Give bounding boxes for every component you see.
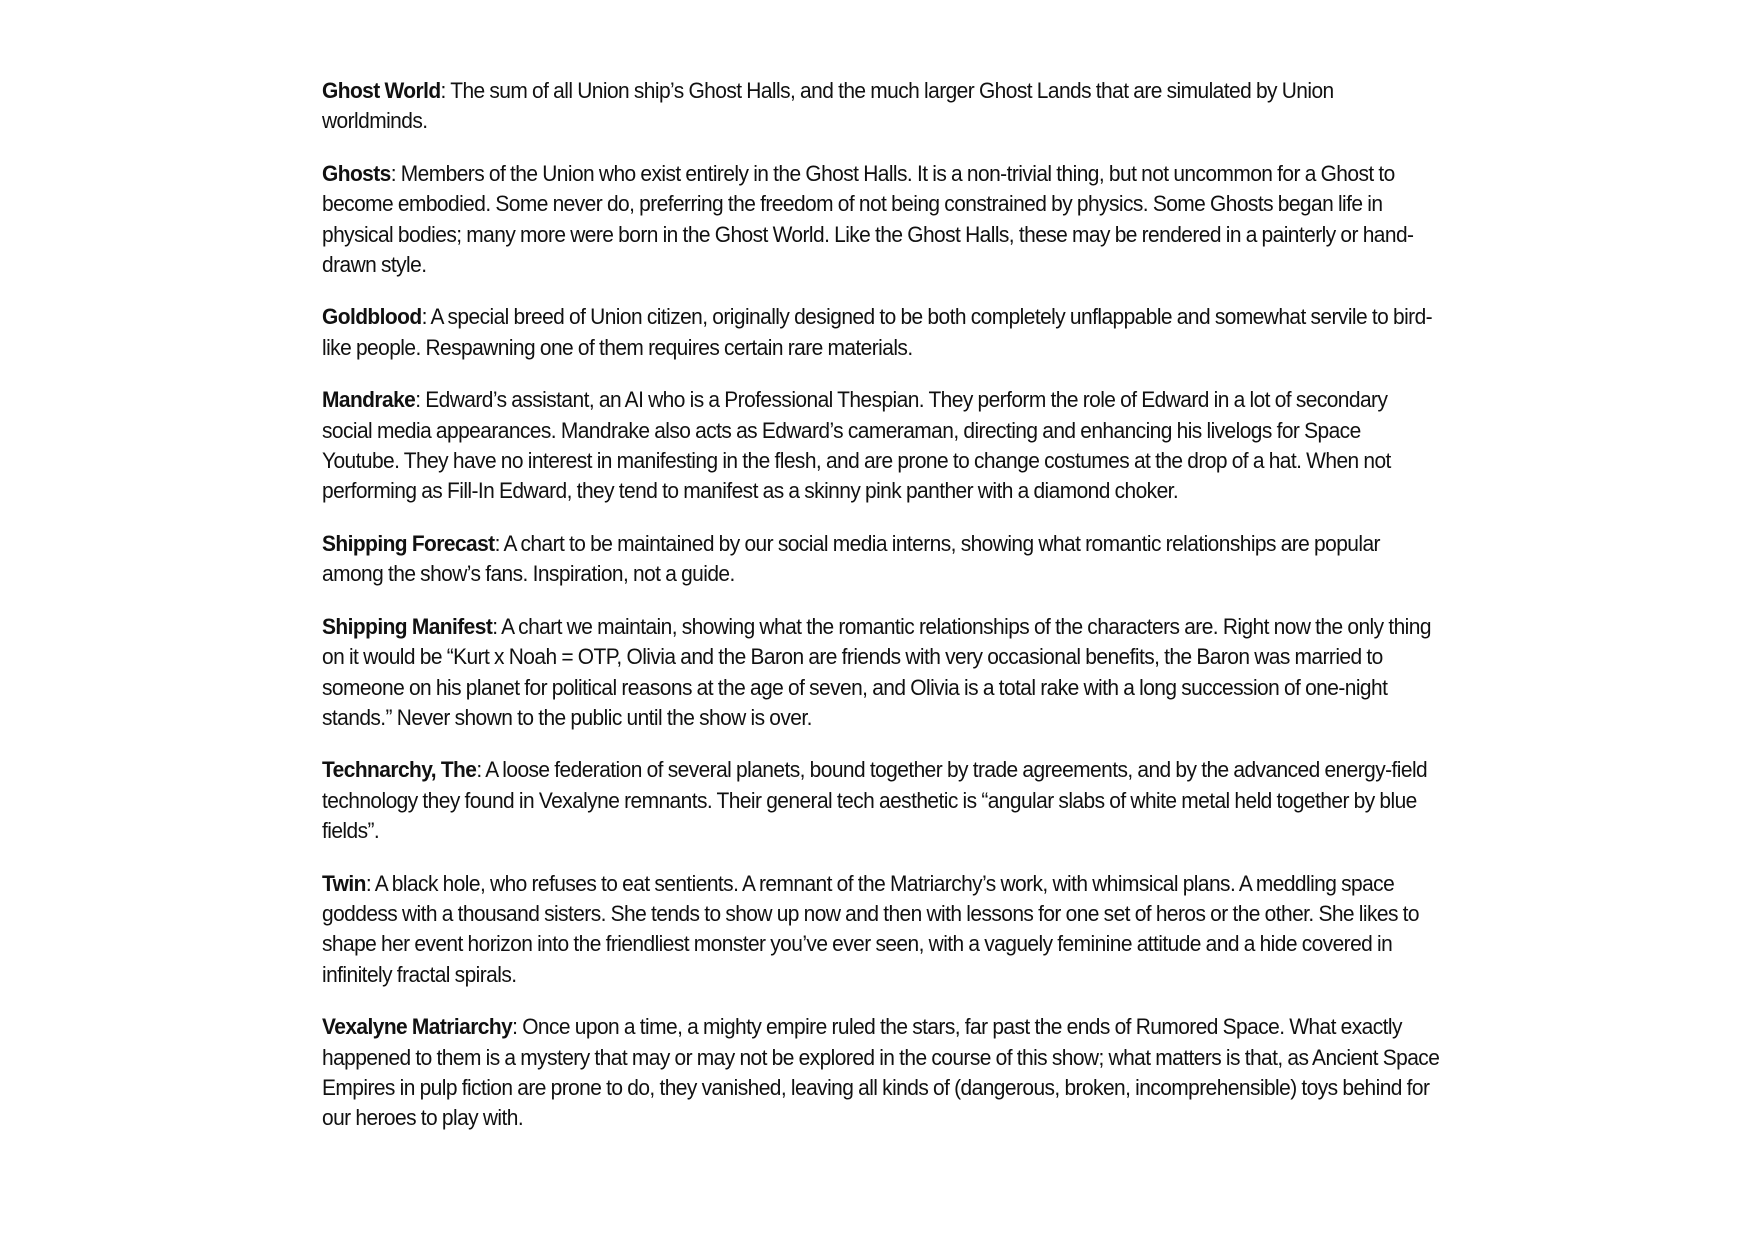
glossary-entry-twin bbox=[322, 869, 1442, 991]
glossary-entry-ghosts bbox=[322, 159, 1442, 281]
glossary-entry-mandrake bbox=[322, 385, 1442, 507]
term-goldblood: Goldblood bbox=[322, 304, 422, 330]
glossary-entry-goldblood bbox=[322, 302, 1442, 363]
definition-technarchy: : A loose federation of several planets, bound together by trade agreements, and by the advanced energy-field technology they found in Vexalyne remnants. Their general tech aesthetic is “angular slabs of white metal held together by blue fields”. bbox=[322, 757, 1428, 844]
definition-shipping-forecast: : A chart to be maintained by our social media interns, showing what romantic relationships are popular among the show’s fans. Inspiration, not a guide. bbox=[322, 530, 1380, 587]
definition-vexalyne-matriarchy: : Once upon a time, a mighty empire ruled the stars, far past the ends of Rumored Space. What exactly happened to them is a mystery that may or may not be explored in the course of this show; what matters is that, as Ancient Space Empires in pulp fiction are prone to do, they vanished, leaving all kinds of (dangerous, broken, incomprehensible) toys behind for our heroes to play with. bbox=[322, 1014, 1440, 1131]
term-technarchy: Technarchy, The bbox=[322, 757, 477, 783]
term-ghost-world: Ghost World bbox=[322, 78, 441, 103]
term-vexalyne-matriarchy: Vexalyne Matriarchy bbox=[322, 1014, 513, 1040]
glossary-entry-technarchy bbox=[322, 755, 1442, 846]
glossary-entry-ghost-world bbox=[322, 76, 1442, 137]
definition-shipping-manifest: : A chart we maintain, showing what the romantic relationships of the characters are. Right now the only thing on it would be “Kurt x Noah = OTP, Olivia and the Baron are friends with very occasional benefits, the Baron was married to someone on his planet for political reasons at the age of seven, and Olivia is a total rake with a long succession of one-night stands.” Never shown to the public until the show is over. bbox=[322, 613, 1431, 730]
glossary-page bbox=[322, 76, 1442, 1156]
glossary-entry-shipping-manifest bbox=[322, 612, 1442, 734]
term-mandrake: Mandrake bbox=[322, 387, 416, 413]
definition-ghosts: : Members of the Union who exist entirely in the Ghost Halls. It is a non-trivial thing, but not uncommon for a Ghost to become embodied. Some never do, preferring the freedom of not being constrained by physics. Some Ghosts began life in physical bodies; many more were born in the Ghost World. Like the Ghost Halls, these may be rendered in a painterly or hand-drawn style. bbox=[322, 160, 1414, 278]
term-shipping-manifest: Shipping Manifest bbox=[322, 613, 493, 639]
definition-mandrake: : Edward’s assistant, an AI who is a Professional Thespian. They perform the role of Edward in a lot of secondary social media appearances. Mandrake also acts as Edward’s cameraman, directing and enhancing his livelogs for Space Youtube. They have no interest in manifesting in the flesh, and are prone to change costumes at the drop of a hat. When not performing as Fill-In Edward, they tend to manifest as a skinny pink panther with a diamond choker. bbox=[322, 387, 1391, 504]
glossary-entry-vexalyne-matriarchy bbox=[322, 1012, 1442, 1134]
definition-ghost-world: : The sum of all Union ship’s Ghost Halls, and the much larger Ghost Lands that are simulated by Union worldminds. bbox=[322, 78, 1334, 134]
glossary-entry-shipping-forecast bbox=[322, 529, 1442, 590]
definition-goldblood: : A special breed of Union citizen, originally designed to be both completely unflappable and somewhat servile to bird-like people. Respawning one of them requires certain rare materials. bbox=[322, 304, 1433, 360]
term-twin: Twin bbox=[322, 870, 366, 896]
definition-twin: : A black hole, who refuses to eat sentients. A remnant of the Matriarchy’s work, with whimsical plans. A meddling space goddess with a thousand sisters. She tends to show up now and then with lessons for one set of heros or the other. She likes to shape her event horizon into the friendliest monster you’ve ever seen, with a vaguely feminine attitude and a hide covered in infinitely fractal spirals. bbox=[322, 870, 1420, 987]
term-ghosts: Ghosts bbox=[322, 160, 391, 186]
term-shipping-forecast: Shipping Forecast bbox=[322, 530, 495, 556]
